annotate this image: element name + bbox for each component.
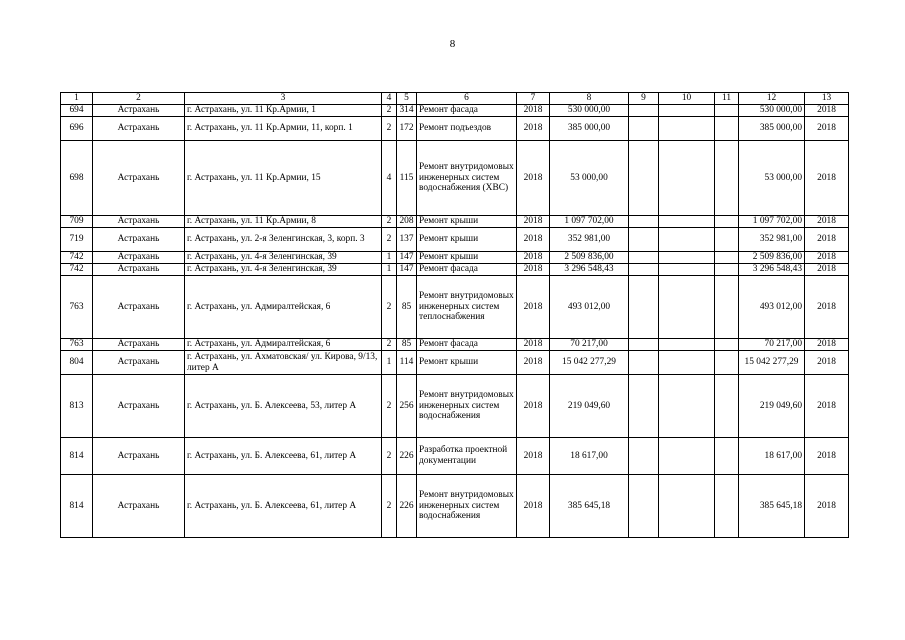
col10-cell <box>659 117 715 141</box>
total-cell: 352 981,00 <box>739 228 805 252</box>
city-cell: Астрахань <box>93 351 185 375</box>
table-row <box>61 141 849 216</box>
table-row <box>61 438 849 475</box>
column-number-row <box>61 93 849 105</box>
col5-cell: 115 <box>397 141 417 216</box>
col11-cell <box>715 276 739 339</box>
year-cell: 2018 <box>517 216 550 228</box>
column-number: 3 <box>185 93 382 105</box>
col10-cell <box>659 276 715 339</box>
column-number: 11 <box>715 93 739 105</box>
col4-cell: 2 <box>382 375 397 438</box>
year-cell: 2018 <box>517 264 550 276</box>
city-cell: Астрахань <box>93 276 185 339</box>
total-cell: 1 097 702,00 <box>739 216 805 228</box>
table-row <box>61 475 849 538</box>
col9-cell <box>629 351 659 375</box>
work-type-cell: Ремонт внутридомовых инженерных систем теплоснабжения <box>417 276 517 339</box>
table-row <box>61 117 849 141</box>
col9-cell <box>629 228 659 252</box>
column-number: 2 <box>93 93 185 105</box>
work-type-cell: Ремонт внутридомовых инженерных систем водоснабжения <box>417 375 517 438</box>
work-type-cell: Ремонт подъездов <box>417 117 517 141</box>
work-type-cell: Разработка проектной документации <box>417 438 517 475</box>
col5-cell: 137 <box>397 228 417 252</box>
city-cell: Астрахань <box>93 375 185 438</box>
col11-cell <box>715 252 739 264</box>
address-cell: г. Астрахань, ул. Ахматовская/ ул. Кирова, 9/13, литер А <box>185 351 382 375</box>
city-cell: Астрахань <box>93 141 185 216</box>
total-cell: 18 617,00 <box>739 438 805 475</box>
col11-cell <box>715 475 739 538</box>
address-cell: г. Астрахань, ул. Адмиралтейская, 6 <box>185 276 382 339</box>
total-cell: 219 049,60 <box>739 375 805 438</box>
col10-cell <box>659 475 715 538</box>
cost-cell: 18 617,00 <box>550 438 629 475</box>
row-number: 698 <box>61 141 93 216</box>
table-row <box>61 375 849 438</box>
work-type-cell: Ремонт крыши <box>417 228 517 252</box>
col4-cell: 4 <box>382 141 397 216</box>
year-cell: 2018 <box>517 475 550 538</box>
table-row <box>61 252 849 264</box>
total-cell: 70 217,00 <box>739 339 805 351</box>
city-cell: Астрахань <box>93 438 185 475</box>
address-cell: г. Астрахань, ул. Адмиралтейская, 6 <box>185 339 382 351</box>
city-cell: Астрахань <box>93 252 185 264</box>
year-cell: 2018 <box>517 339 550 351</box>
address-cell: г. Астрахань, ул. 4-я Зеленгинская, 39 <box>185 264 382 276</box>
row-number: 814 <box>61 438 93 475</box>
cost-cell: 385 000,00 <box>550 117 629 141</box>
year-cell: 2018 <box>517 105 550 117</box>
col9-cell <box>629 475 659 538</box>
city-cell: Астрахань <box>93 339 185 351</box>
col11-cell <box>715 264 739 276</box>
row-number: 696 <box>61 117 93 141</box>
address-cell: г. Астрахань, ул. Б. Алексеева, 61, литер А <box>185 438 382 475</box>
col9-cell <box>629 264 659 276</box>
total-cell: 530 000,00 <box>739 105 805 117</box>
col5-cell: 172 <box>397 117 417 141</box>
col11-cell <box>715 117 739 141</box>
work-type-cell: Ремонт внутридомовых инженерных систем водоснабжения <box>417 475 517 538</box>
row-number: 742 <box>61 252 93 264</box>
city-cell: Астрахань <box>93 228 185 252</box>
col11-cell <box>715 216 739 228</box>
total-cell: 385 000,00 <box>739 117 805 141</box>
work-type-cell: Ремонт фасада <box>417 339 517 351</box>
row-number: 742 <box>61 264 93 276</box>
work-type-cell: Ремонт внутридомовых инженерных систем водоснабжения (ХВС) <box>417 141 517 216</box>
col9-cell <box>629 105 659 117</box>
cost-cell: 2 509 836,00 <box>550 252 629 264</box>
col9-cell <box>629 276 659 339</box>
col9-cell <box>629 216 659 228</box>
cost-cell: 352 981,00 <box>550 228 629 252</box>
col10-cell <box>659 351 715 375</box>
total-cell: 493 012,00 <box>739 276 805 339</box>
col10-cell <box>659 438 715 475</box>
col10-cell <box>659 105 715 117</box>
total-cell: 385 645,18 <box>739 475 805 538</box>
address-cell: г. Астрахань, ул. 11 Кр.Армии, 15 <box>185 141 382 216</box>
col9-cell <box>629 252 659 264</box>
column-number: 10 <box>659 93 715 105</box>
cost-cell: 70 217,00 <box>550 339 629 351</box>
year-cell: 2018 <box>517 438 550 475</box>
col13-cell: 2018 <box>805 141 849 216</box>
col5-cell: 147 <box>397 252 417 264</box>
col5-cell: 226 <box>397 475 417 538</box>
row-number: 813 <box>61 375 93 438</box>
table-row <box>61 276 849 339</box>
year-cell: 2018 <box>517 117 550 141</box>
col4-cell: 2 <box>382 339 397 351</box>
col10-cell <box>659 141 715 216</box>
col4-cell: 2 <box>382 438 397 475</box>
table-row <box>61 339 849 351</box>
col4-cell: 2 <box>382 105 397 117</box>
col13-cell: 2018 <box>805 351 849 375</box>
col4-cell: 1 <box>382 252 397 264</box>
col13-cell: 2018 <box>805 228 849 252</box>
year-cell: 2018 <box>517 141 550 216</box>
row-number: 694 <box>61 105 93 117</box>
row-number: 814 <box>61 475 93 538</box>
row-number: 763 <box>61 339 93 351</box>
cost-cell: 15 042 277,29 <box>550 351 629 375</box>
city-cell: Астрахань <box>93 117 185 141</box>
address-cell: г. Астрахань, ул. 4-я Зеленгинская, 39 <box>185 252 382 264</box>
address-cell: г. Астрахань, ул. 2-я Зеленгинская, 3, корп. 3 <box>185 228 382 252</box>
column-number: 5 <box>397 93 417 105</box>
address-cell: г. Астрахань, ул. 11 Кр.Армии, 8 <box>185 216 382 228</box>
column-number: 7 <box>517 93 550 105</box>
total-cell: 3 296 548,43 <box>739 264 805 276</box>
col10-cell <box>659 264 715 276</box>
col4-cell: 2 <box>382 475 397 538</box>
column-number: 12 <box>739 93 805 105</box>
address-cell: г. Астрахань, ул. Б. Алексеева, 53, литер А <box>185 375 382 438</box>
col11-cell <box>715 375 739 438</box>
col9-cell <box>629 375 659 438</box>
cost-cell: 219 049,60 <box>550 375 629 438</box>
col10-cell <box>659 339 715 351</box>
col13-cell: 2018 <box>805 117 849 141</box>
col9-cell <box>629 438 659 475</box>
year-cell: 2018 <box>517 276 550 339</box>
col5-cell: 256 <box>397 375 417 438</box>
col13-cell: 2018 <box>805 105 849 117</box>
col13-cell: 2018 <box>805 216 849 228</box>
row-number: 709 <box>61 216 93 228</box>
address-cell: г. Астрахань, ул. 11 Кр.Армии, 11, корп. 1 <box>185 117 382 141</box>
col10-cell <box>659 375 715 438</box>
col5-cell: 85 <box>397 276 417 339</box>
column-number: 8 <box>550 93 629 105</box>
col5-cell: 147 <box>397 264 417 276</box>
col10-cell <box>659 216 715 228</box>
work-type-cell: Ремонт крыши <box>417 216 517 228</box>
work-type-cell: Ремонт крыши <box>417 351 517 375</box>
col4-cell: 2 <box>382 276 397 339</box>
year-cell: 2018 <box>517 228 550 252</box>
total-cell: 15 042 277,29 <box>739 351 805 375</box>
column-number: 1 <box>61 93 93 105</box>
column-number: 9 <box>629 93 659 105</box>
col11-cell <box>715 339 739 351</box>
cost-cell: 3 296 548,43 <box>550 264 629 276</box>
table-row <box>61 216 849 228</box>
address-cell: г. Астрахань, ул. 11 Кр.Армии, 1 <box>185 105 382 117</box>
table-row <box>61 351 849 375</box>
repair-registry-table <box>60 92 849 538</box>
col5-cell: 226 <box>397 438 417 475</box>
col5-cell: 85 <box>397 339 417 351</box>
cost-cell: 1 097 702,00 <box>550 216 629 228</box>
city-cell: Астрахань <box>93 105 185 117</box>
col10-cell <box>659 252 715 264</box>
page-number: 8 <box>449 38 456 50</box>
col11-cell <box>715 141 739 216</box>
col9-cell <box>629 117 659 141</box>
total-cell: 53 000,00 <box>739 141 805 216</box>
row-number: 763 <box>61 276 93 339</box>
row-number: 719 <box>61 228 93 252</box>
col11-cell <box>715 105 739 117</box>
col11-cell <box>715 438 739 475</box>
col13-cell: 2018 <box>805 264 849 276</box>
col4-cell: 1 <box>382 264 397 276</box>
col11-cell <box>715 228 739 252</box>
col5-cell: 314 <box>397 105 417 117</box>
cost-cell: 53 000,00 <box>550 141 629 216</box>
work-type-cell: Ремонт фасада <box>417 264 517 276</box>
year-cell: 2018 <box>517 351 550 375</box>
col13-cell: 2018 <box>805 475 849 538</box>
col5-cell: 208 <box>397 216 417 228</box>
city-cell: Астрахань <box>93 264 185 276</box>
col4-cell: 1 <box>382 351 397 375</box>
cost-cell: 493 012,00 <box>550 276 629 339</box>
col13-cell: 2018 <box>805 339 849 351</box>
col10-cell <box>659 228 715 252</box>
table-row <box>61 105 849 117</box>
row-number: 804 <box>61 351 93 375</box>
col4-cell: 2 <box>382 117 397 141</box>
col13-cell: 2018 <box>805 276 849 339</box>
col4-cell: 2 <box>382 228 397 252</box>
column-number: 4 <box>382 93 397 105</box>
col13-cell: 2018 <box>805 375 849 438</box>
cost-cell: 530 000,00 <box>550 105 629 117</box>
col13-cell: 2018 <box>805 438 849 475</box>
year-cell: 2018 <box>517 252 550 264</box>
cost-cell: 385 645,18 <box>550 475 629 538</box>
column-number: 13 <box>805 93 849 105</box>
work-type-cell: Ремонт фасада <box>417 105 517 117</box>
total-cell: 2 509 836,00 <box>739 252 805 264</box>
col11-cell <box>715 351 739 375</box>
year-cell: 2018 <box>517 375 550 438</box>
city-cell: Астрахань <box>93 475 185 538</box>
city-cell: Астрахань <box>93 216 185 228</box>
work-type-cell: Ремонт крыши <box>417 252 517 264</box>
address-cell: г. Астрахань, ул. Б. Алексеева, 61, литер А <box>185 475 382 538</box>
column-number: 6 <box>417 93 517 105</box>
table-row <box>61 264 849 276</box>
col9-cell <box>629 141 659 216</box>
table-row <box>61 228 849 252</box>
col13-cell: 2018 <box>805 252 849 264</box>
col5-cell: 114 <box>397 351 417 375</box>
col9-cell <box>629 339 659 351</box>
col4-cell: 2 <box>382 216 397 228</box>
